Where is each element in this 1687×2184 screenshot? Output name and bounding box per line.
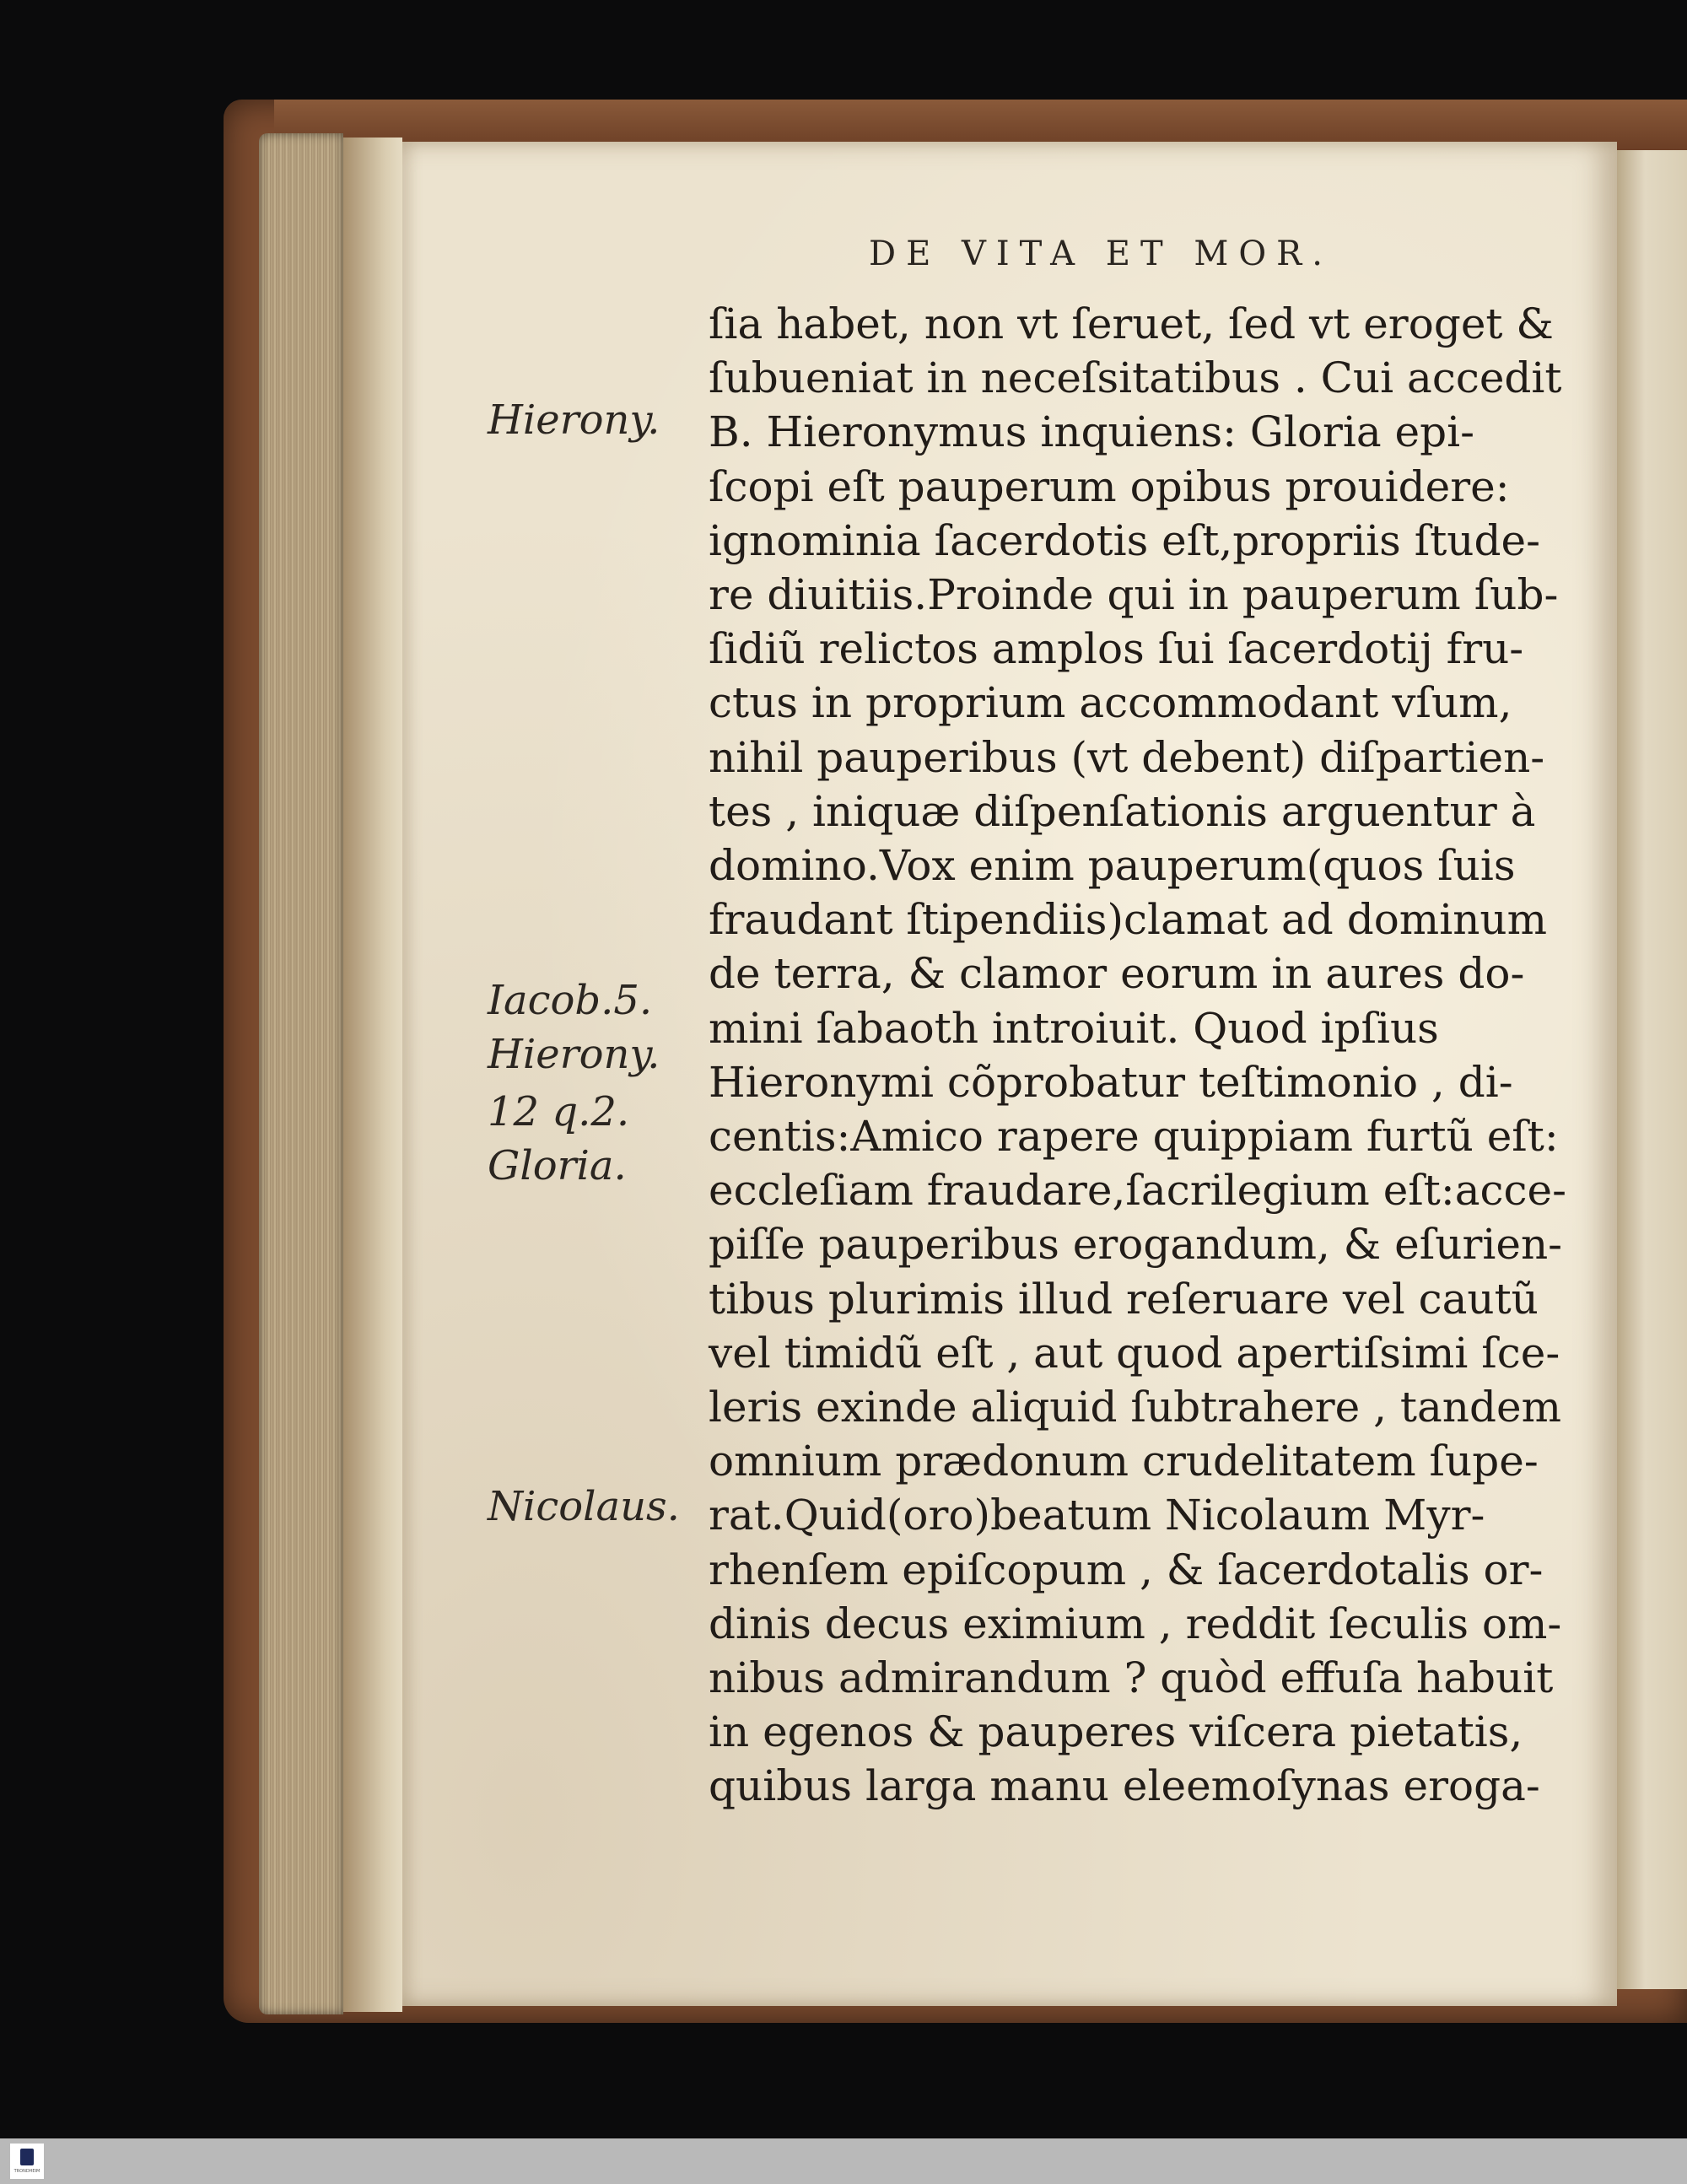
text-line: eccleſiam fraudare,ſacrilegium eſt:acce- bbox=[709, 1166, 1567, 1216]
text-line: fraudant ſtipendiis)clamat ad dominum bbox=[709, 895, 1548, 945]
text-line: tes , iniquæ diſpenſationis arguentur à bbox=[709, 786, 1536, 836]
text-line: rat.Quid(oro)beatum Nicolaum Myr- bbox=[709, 1491, 1485, 1540]
text-line: dinis decus eximium , reddit ſeculis om- bbox=[709, 1599, 1562, 1648]
library-logo[interactable] bbox=[10, 2144, 44, 2179]
text-line: tibus plurimis illud reſeruare vel cautũ bbox=[709, 1274, 1539, 1324]
text-line: omnium prædonum crudelitatem ſupe- bbox=[709, 1437, 1539, 1486]
text-line: leris exinde aliquid ſubtrahere , tandem bbox=[709, 1383, 1561, 1432]
margin-note-gloria: Gloria. bbox=[488, 1142, 627, 1189]
text-line: Hieronymi cõprobatur teſtimonio , di- bbox=[709, 1057, 1513, 1107]
margin-note-hierony-2: Hierony. bbox=[488, 1031, 660, 1078]
text-line: centis:Amico rapere quippiam furtũ eſt: bbox=[709, 1112, 1559, 1162]
gutter bbox=[343, 138, 402, 2012]
text-line: ignominia ſacerdotis eſt,propriis ſtude- bbox=[709, 515, 1540, 565]
library-logo-caption: TRONDHEIM bbox=[13, 2169, 40, 2174]
text-line: ſcopi eſt pauperum opibus prouidere: bbox=[709, 461, 1510, 511]
text-line: rhenſem epiſcopum , & ſacerdotalis or- bbox=[709, 1545, 1544, 1594]
text-line: quibus larga manu eleemoſynas eroga- bbox=[709, 1761, 1540, 1811]
text-line: ſidiũ relictos amplos ſui ſacerdotij fru- bbox=[709, 624, 1524, 674]
text-line: nibus admirandum ? quòd effuſa habuit bbox=[709, 1653, 1554, 1703]
margin-note-hierony: Hierony. bbox=[488, 396, 660, 444]
text-line: de terra, & clamor eorum in aures do- bbox=[709, 949, 1525, 999]
text-line: mini ſabaoth introiuit. Quod ipſius bbox=[709, 1003, 1439, 1053]
text-line: ctus in proprium accommodant vſum, bbox=[709, 678, 1512, 728]
facing-page-edge bbox=[1617, 150, 1687, 1989]
text-line: B. Hieronymus inquiens: Gloria epi- bbox=[709, 407, 1475, 457]
text-line: piſſe pauperibus erogandum, & eſurien- bbox=[709, 1220, 1563, 1270]
text-line: ſia habet, non vt ſeruet, ſed vt eroget & bbox=[709, 299, 1554, 348]
viewer-footer-bar bbox=[0, 2138, 1687, 2184]
text-line: in egenos & pauperes viſcera pietatis, bbox=[709, 1707, 1523, 1757]
text-line: re diuitiis.Proinde qui in pauperum ſub- bbox=[709, 570, 1559, 620]
margin-note-iacob: Iacob.5. bbox=[488, 977, 653, 1024]
text-line: ſubueniat in neceſsitatibus . Cui accedit bbox=[709, 353, 1562, 403]
library-logo-icon bbox=[20, 2149, 34, 2165]
text-line: nihil pauperibus (vt debent) diſpartien- bbox=[709, 732, 1545, 782]
text-line: domino.Vox enim pauperum(quos ſuis bbox=[709, 841, 1516, 891]
margin-note-nicolaus: Nicolaus. bbox=[488, 1483, 680, 1530]
page-edges bbox=[259, 133, 343, 2014]
running-title: DE VITA ET MOR. bbox=[869, 235, 1333, 273]
body-text bbox=[709, 297, 1567, 1814]
text-line: vel timidũ eſt , aut quod apertiſsimi ſce- bbox=[709, 1328, 1560, 1378]
margin-note-12q2: 12 q.2. bbox=[488, 1088, 630, 1135]
